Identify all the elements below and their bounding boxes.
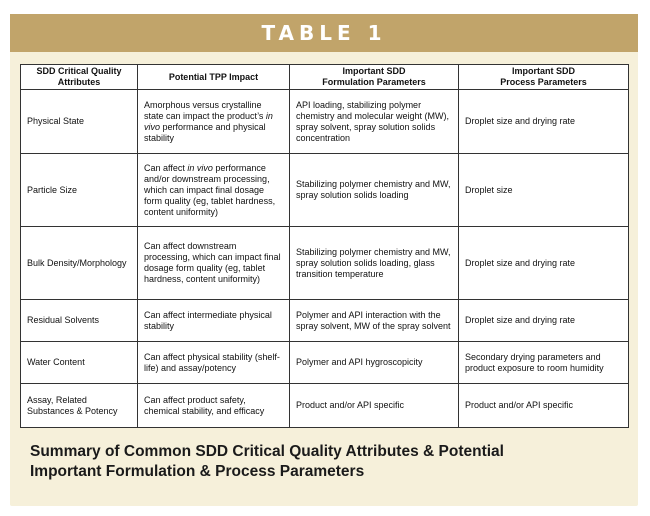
impact-italic: in vivo [187, 162, 213, 173]
cell-formulation: Product and/or API specific [290, 384, 459, 428]
cell-impact [138, 300, 290, 342]
impact-text: Can affect [144, 162, 188, 173]
cell-impact [138, 154, 290, 227]
header-tpp-impact: Potential TPP Impact [138, 65, 290, 90]
header-formulation-parameters: Important SDD Formulation Parameters [290, 65, 459, 90]
cell-attribute: Water Content [21, 342, 138, 384]
cell-attribute: Particle Size [21, 154, 138, 227]
impact-text-end: performance and/or downstream processing, which can impact final dosage form quality (eg, tablet hardness, content uniformity) [144, 162, 276, 217]
cell-formulation: Stabilizing polymer chemistry and MW, spray solution solids loading [290, 154, 459, 227]
cell-process: Droplet size and drying rate [459, 90, 629, 154]
impact-text: Can affect physical stability (shelf-life) and assay/potency [144, 351, 280, 373]
table-row [21, 90, 629, 154]
impact-text: Can affect product safety, chemical stability, and efficacy [144, 394, 265, 416]
cell-impact [138, 342, 290, 384]
cell-process: Secondary drying parameters and product exposure to room humidity [459, 342, 629, 384]
cell-process: Droplet size [459, 154, 629, 227]
cell-impact [138, 227, 290, 300]
table-caption: Summary of Common SDD Critical Quality Attributes & Potential Important Formulation & Process Parameters [30, 443, 504, 480]
table-figure [10, 14, 638, 506]
table-row [21, 342, 629, 384]
cell-attribute: Physical State [21, 90, 138, 154]
impact-text: Amorphous versus crystalline state can impact the product’s [144, 99, 266, 121]
cell-impact [138, 90, 290, 154]
table-row [21, 384, 629, 428]
header-process-parameters: Important SDD Process Parameters [459, 65, 629, 90]
quality-attributes-table [20, 64, 629, 428]
cell-process: Product and/or API specific [459, 384, 629, 428]
table-banner: TABLE 1 [10, 14, 638, 52]
table-row [21, 154, 629, 227]
table-row [21, 300, 629, 342]
cell-attribute: Assay, Related Substances & Potency [21, 384, 138, 428]
cell-formulation: Polymer and API interaction with the spray solvent, MW of the spray solvent [290, 300, 459, 342]
impact-text-end: performance and physical stability [144, 121, 266, 143]
cell-formulation: Stabilizing polymer chemistry and MW, spray solution solids loading, glass transition temperature [290, 227, 459, 300]
cell-formulation: API loading, stabilizing polymer chemistry and molecular weight (MW), spray solvent, spray solution solids concentration [290, 90, 459, 154]
cell-formulation: Polymer and API hygroscopicity [290, 342, 459, 384]
cell-attribute: Bulk Density/Morphology [21, 227, 138, 300]
cell-impact [138, 384, 290, 428]
header-quality-attributes: SDD Critical Quality Attributes [21, 65, 138, 90]
cell-process: Droplet size and drying rate [459, 227, 629, 300]
table-row [21, 227, 629, 300]
impact-italic: in vivo [144, 110, 273, 132]
impact-text: Can affect downstream processing, which can impact final dosage form quality (eg, tablet hardness, content uniformity) [144, 241, 281, 284]
table-header-row [21, 65, 629, 90]
cell-process: Droplet size and drying rate [459, 300, 629, 342]
impact-text: Can affect intermediate physical stability [144, 309, 272, 331]
cell-attribute: Residual Solvents [21, 300, 138, 342]
